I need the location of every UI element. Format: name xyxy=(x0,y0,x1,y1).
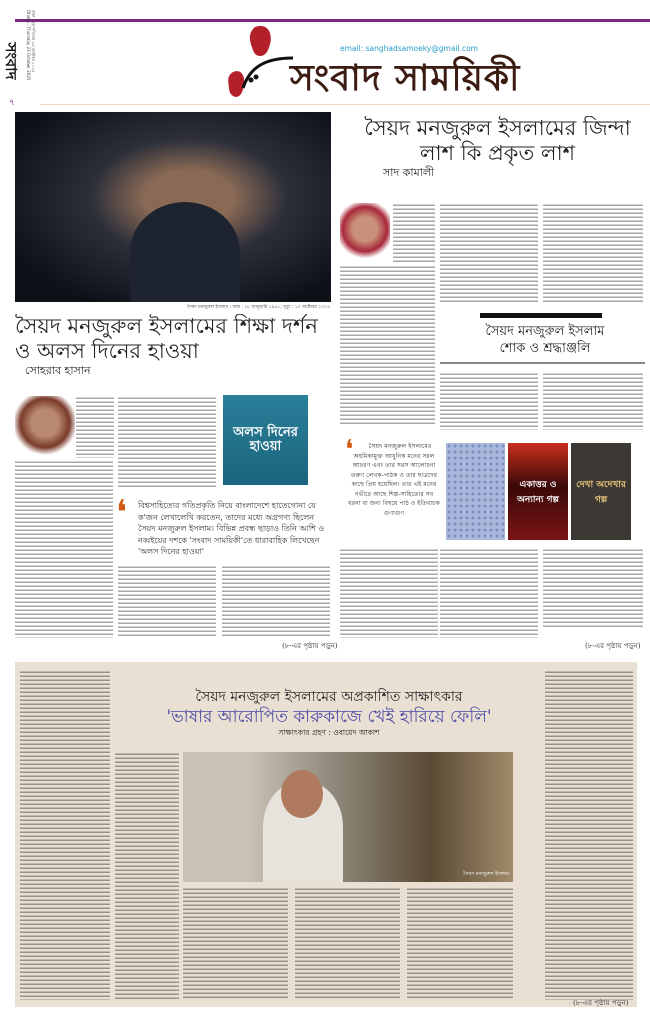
article-body-text xyxy=(115,752,179,1000)
article-body-text xyxy=(340,265,435,425)
interview-box xyxy=(15,662,637,1007)
dateline-bn: ঢাকা : বৃহস্পতিবার ২৩ অক্টোবর ২০২৫ xyxy=(31,10,36,73)
article-body-text xyxy=(76,396,114,458)
interview-heading xyxy=(115,688,543,750)
tribute-title xyxy=(440,323,650,357)
article-body-text xyxy=(545,670,633,1000)
interview-portrait-photo xyxy=(183,752,513,882)
article-body-text xyxy=(15,460,113,638)
continued-label: (৮-এর পৃষ্ঠায় পড়ুন) xyxy=(585,642,641,650)
author-photo-saad xyxy=(340,203,390,261)
article-body-text xyxy=(222,565,330,638)
main-portrait-photo xyxy=(15,112,331,302)
main-article-title: সৈয়দ মনজুরুল ইসলামের শিক্ষা দর্শন ও অলস দিনের হাওয়া xyxy=(15,314,318,363)
article-body-text xyxy=(543,372,643,430)
article-body-text xyxy=(543,548,643,628)
continued-label: (৮-এর পৃষ্ঠায় পড়ুন) xyxy=(573,999,629,1007)
paper-name-vertical: সংবাদ xyxy=(2,42,20,80)
author-photo-sohrab xyxy=(15,396,75,456)
logo-birds-icon xyxy=(225,22,295,102)
tribute-title-line2: শোক ও শ্রদ্ধাঞ্জলি xyxy=(499,341,591,356)
top-rule xyxy=(15,19,650,22)
article-body-text xyxy=(20,670,110,1000)
article-body-text xyxy=(440,548,538,638)
book-cover-olos-diner-haoa: অলস দিনের হাওয়া xyxy=(223,395,308,485)
article-body-text xyxy=(393,203,435,263)
tribute-divider xyxy=(440,362,645,364)
article-body-text xyxy=(183,887,288,1000)
article-body-text xyxy=(543,203,643,303)
quote-icon: ❛ xyxy=(345,435,354,465)
tribute-pull-quote: সৈয়দ মনজুরুল ইসলামের অহমিকামুক্ত আধুনিক মনের সরল আচরণ এবং তার সরস আলোচনা তরুণ লেখক-পাঠক ও তার ছাত্রদের কাছে প্রিয় হয়েছিল। তার এই মনের গভীরে আছে শিল্প-সাহিত্যের সব ধরনা বা জন্য বিষয়ে পাঠ ও ইতিবাচক গুণাগুণ xyxy=(348,443,440,517)
article-body-text xyxy=(407,887,513,1000)
main-article-heading xyxy=(15,314,333,394)
book-cover-dekha-odekhar: দেখা অদেখার গল্প xyxy=(571,443,631,540)
interview-credit: সাক্ষাৎকার গ্রহণ : ওবায়েদ আকাশ xyxy=(278,728,380,737)
book-cover-1 xyxy=(446,443,505,540)
main-pull-quote: বিশ্বসাহিত্যের গতিপ্রকৃতি নিয়ে বাংলাদেশে হাতেগোনা যে ক'জন লেখালেখি করতেন, তাদের মধ্যে অগ্রগণ্য ছিলেন সৈয়দ মনজুরুল ইসলাম। বিভিন্ন প্রবন্ধ ছাড়াও তিনি আশি ও নব্বইয়ের দশকে 'সংবাদ সাময়িকী'তে ধারাবাহিক লিখেছেন 'অলস দিনের হাওয়া' xyxy=(138,501,325,556)
article-body-text xyxy=(118,396,216,488)
article-body-text xyxy=(440,203,538,303)
right-article-heading xyxy=(350,116,645,202)
article-body-text xyxy=(295,887,400,1000)
book-cover-ekattor: একাত্তর ও অন্যান্য গল্প xyxy=(508,443,568,540)
interview-photo-caption: সৈয়দ মনজুরুল ইসলাম xyxy=(463,871,509,877)
right-article-author: সাদ কামালী xyxy=(383,166,435,179)
tribute-title-line1: সৈয়দ মনজুরুল ইসলাম xyxy=(485,324,605,339)
header-divider xyxy=(40,104,650,105)
right-article-title: সৈয়দ মনজুরুল ইসলামের জিন্দা লাশ কি প্রকৃত লাশ xyxy=(364,116,631,165)
continued-label: (৮-এর পৃষ্ঠায় পড়ুন) xyxy=(282,642,338,650)
article-body-text xyxy=(340,548,438,638)
main-article-author: সোহরাব হাসান xyxy=(25,364,91,377)
dateline-en: Dhaka : Thursday 23 October 2025 xyxy=(26,10,31,81)
interview-headline: 'ভাষার আরোপিত কারুকাজে খেই হারিয়ে ফেলি' xyxy=(166,707,492,727)
section-title: সংবাদ সাময়িকী xyxy=(290,57,521,99)
page-number: ৭ xyxy=(9,98,15,108)
email-text: email: sanghadsamoeky@gmail.com xyxy=(340,44,478,53)
tribute-black-bar xyxy=(480,313,602,318)
article-body-text xyxy=(118,565,216,638)
quote-icon: ❛ xyxy=(116,493,127,533)
dateline-vertical xyxy=(26,10,36,100)
interview-kicker: সৈয়দ মনজুরুল ইসলামের অপ্রকাশিত সাক্ষাৎকার xyxy=(195,689,463,705)
main-photo-caption: সৈয়দ মনজুরুল ইসলাম । জন্ম : ১৮ জানুয়ারি ১৯৫১; মৃত্যু : ১০ অক্টোবর ২০২৫ xyxy=(186,305,330,310)
article-body-text xyxy=(440,372,538,430)
